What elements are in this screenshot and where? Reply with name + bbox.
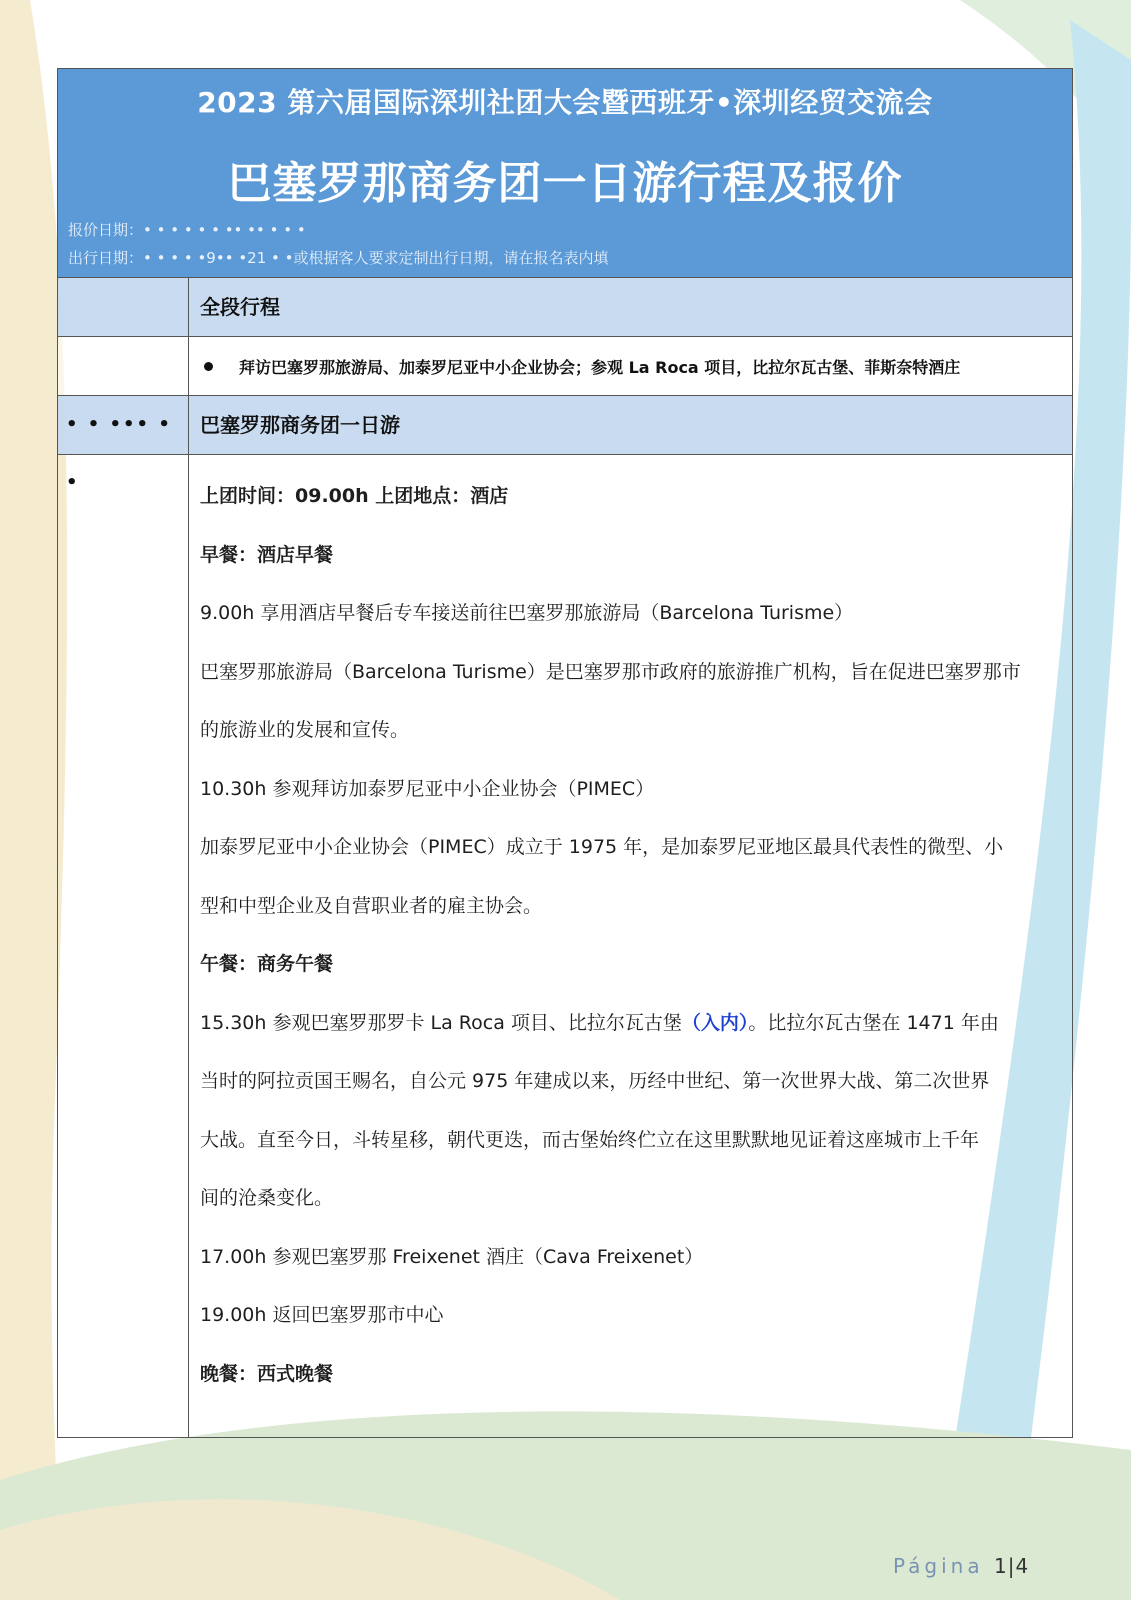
page-total: 4 [1015, 1554, 1030, 1578]
schedule-item-1530 [200, 994, 1052, 1053]
schedule-item-0900: 9.00h 享用酒店早餐后专车接送前往巴塞罗那旅游局（Barcelona Turisme） [200, 602, 854, 624]
breakfast-info: 早餐：酒店早餐 [200, 543, 334, 566]
document-title: 巴塞罗那商务团一日游行程及报价 [227, 158, 903, 209]
page-number [893, 1554, 1029, 1578]
schedule-desc-line: 间的沧桑变化。 [200, 1187, 334, 1209]
schedule-item-1530-text: 15.30h 参观巴塞罗那罗卡 La Roca 项目、比拉尔瓦古堡 [200, 1011, 682, 1034]
title-band [58, 69, 1072, 277]
day-label: • • ••• • • [58, 396, 189, 454]
schedule-desc-line: 大战。直至今日，斗转星移，朝代更迭，而古堡始终伫立在这里默默地见证着这座城市上千年 [200, 1128, 980, 1151]
quote-date: 报价日期：• • • • • • •• •• • • • [68, 221, 306, 239]
day-heading-row [58, 395, 1072, 493]
schedule-item-1900: 19.00h 返回巴塞罗那市中心 [200, 1304, 444, 1326]
schedule-desc-line: 型和中型企业及自营职业者的雇主协会。 [200, 894, 543, 917]
page-current: 1 [993, 1554, 1008, 1578]
overview-heading: 全段行程 [200, 295, 280, 319]
bullet-icon [204, 362, 213, 371]
itinerary-table [57, 68, 1073, 1438]
overview-bullet-text: 拜访巴塞罗那旅游局、加泰罗尼亚中小企业协会；参观 La Roca 项目，比拉尔瓦古堡、菲斯奈特酒庄 [239, 357, 961, 377]
overview-bullet-cell [190, 337, 1072, 395]
itinerary-content [190, 455, 1072, 1437]
dinner-info: 晚餐：西式晚餐 [200, 1362, 334, 1385]
overview-bullet-row [58, 336, 1072, 395]
meeting-info: 上团时间：09.00h 上团地点：酒店 [200, 485, 509, 507]
schedule-desc-line: 巴塞罗那旅游局（Barcelona Turisme）是巴塞罗那市政府的旅游推广机构，旨在促进巴塞罗那市 [200, 660, 1021, 683]
schedule-desc-line: 的旅游业的发展和宣传。 [200, 719, 410, 741]
day-heading: 巴塞罗那商务团一日游 [200, 413, 400, 437]
overview-heading-left-cell [58, 278, 189, 336]
page-separator: | [1007, 1554, 1016, 1578]
travel-date: 出行日期：• • • • •9•• •21 • •或根据客人要求定制出行日期，请在报名表内填 [68, 249, 609, 267]
overview-bullet-left-cell [58, 337, 189, 395]
page-word: Página [893, 1554, 984, 1578]
day-itinerary-row [58, 454, 1072, 1437]
event-title: 2023 第六届国际深圳社团大会暨西班牙•深圳经贸交流会 [197, 86, 933, 119]
schedule-item-1700: 17.00h 参观巴塞罗那 Freixenet 酒庄（Cava Freixenet） [200, 1245, 704, 1268]
itinerary-left-cell [58, 455, 189, 1437]
schedule-desc-line: 当时的阿拉贡国王赐名，自公元 975 年建成以来，历经中世纪、第一次世界大战、第二次世界 [200, 1070, 990, 1092]
schedule-item-1030: 10.30h 参观拜访加泰罗尼亚中小企业协会（PIMEC） [200, 777, 655, 800]
lunch-info: 午餐：商务午餐 [200, 953, 334, 975]
overview-heading-row [58, 277, 1072, 336]
schedule-desc-line: 加泰罗尼亚中小企业协会（PIMEC）成立于 1975 年，是加泰罗尼亚地区最具代表性的微型、小 [200, 836, 1004, 858]
schedule-item-1530-tail: 。比拉尔瓦古堡在 1471 年由 [748, 1011, 999, 1034]
entry-included-highlight: （入内） [681, 1011, 749, 1034]
